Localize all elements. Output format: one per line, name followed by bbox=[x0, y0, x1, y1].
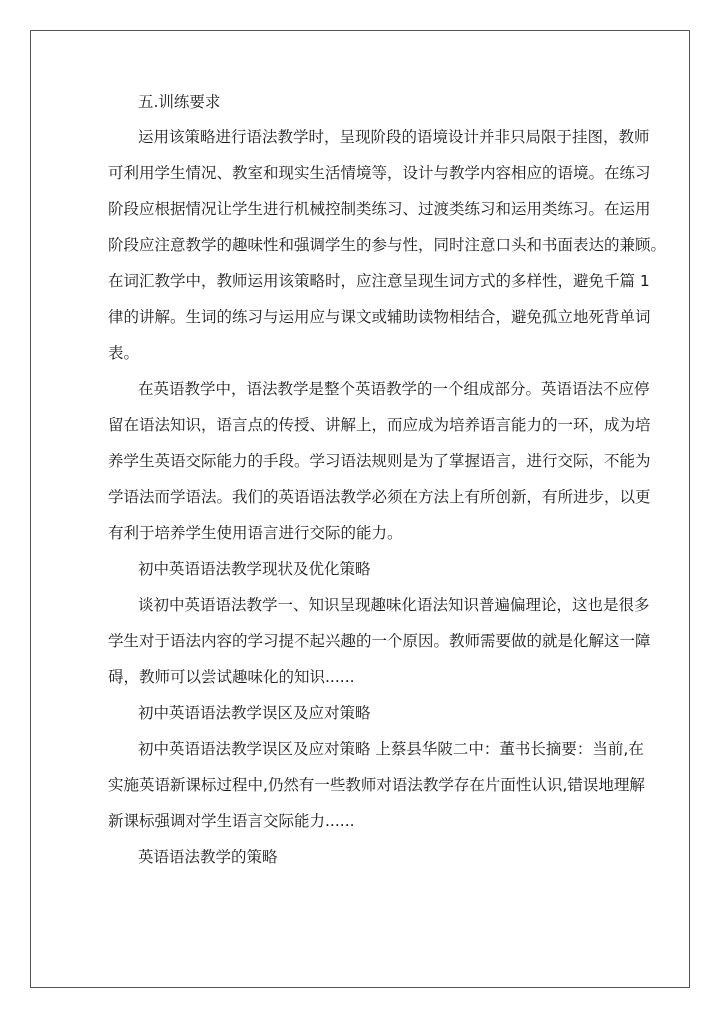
paragraph-line: 阶段应根据情况让学生进行机械控制类练习、过渡类练习和运用类练习。在运用 bbox=[108, 200, 651, 218]
paragraph-line: 律的讲解。生词的练习与运用应与课文或辅助读物相结合，避免孤立地死背单词 bbox=[108, 308, 651, 326]
paragraph-line: 可利用学生情况、教室和现实生活情境等，设计与教学内容相应的语境。在练习 bbox=[108, 164, 651, 182]
paragraph-line: 学生对于语法内容的学习提不起兴趣的一个原因。教师需要做的就是化解这一障 bbox=[108, 632, 651, 650]
paragraph-line: 在英语教学中，语法教学是整个英语教学的一个组成部分。英语语法不应停 bbox=[138, 380, 650, 398]
heading-2: 初中英语语法教学现状及优化策略 bbox=[138, 560, 371, 578]
paragraph-line: 新课标强调对学生语言交际能力...... bbox=[108, 812, 355, 830]
heading-4: 英语语法教学的策略 bbox=[138, 848, 278, 866]
paragraph-line: 养学生英语交际能力的手段。学习语法规则是为了掌握语言，进行交际，不能为 bbox=[108, 452, 651, 470]
paragraph-3 bbox=[108, 595, 651, 687]
paragraph-line: 学语法而学语法。我们的英语语法教学必须在方法上有所创新，有所进步，以更 bbox=[108, 488, 651, 506]
paragraph-line: 在词汇教学中，教师运用该策略时，应注意呈现生词方式的多样性，避免千篇 1 bbox=[108, 272, 650, 290]
paragraph-line: 谈初中英语语法教学一、知识呈现趣味化语法知识普遍偏理论，这也是很多 bbox=[138, 596, 650, 614]
paragraph-line: 碍，教师可以尝试趣味化的知识...... bbox=[108, 668, 355, 686]
paragraph-line: 表。 bbox=[108, 344, 140, 362]
heading-3: 初中英语语法教学误区及应对策略 bbox=[138, 704, 371, 722]
section-heading: 五.训练要求 bbox=[138, 93, 221, 111]
paragraph-line: 阶段应注意教学的趣味性和强调学生的参与性，同时注意口头和书面表达的兼顾。 bbox=[108, 236, 667, 254]
paragraph-2 bbox=[108, 379, 651, 543]
paragraph-line: 留在语法知识，语言点的传授、讲解上，而应成为培养语言能力的一环，成为培 bbox=[108, 416, 651, 434]
document-body bbox=[108, 92, 667, 867]
paragraph-line: 运用该策略进行语法教学时，呈现阶段的语境设计并非只局限于挂图，教师 bbox=[138, 128, 650, 146]
paragraph-line: 初中英语语法教学误区及应对策略 上蔡县华陂二中：董书长摘要：当前,在 bbox=[138, 740, 644, 758]
paragraph-line: 有利于培养学生使用语言进行交际的能力。 bbox=[108, 524, 403, 542]
paragraph-4 bbox=[108, 739, 645, 831]
paragraph-1 bbox=[108, 127, 667, 363]
paragraph-line: 实施英语新课标过程中,仍然有一些教师对语法教学存在片面性认识,错误地理解 bbox=[108, 776, 645, 794]
